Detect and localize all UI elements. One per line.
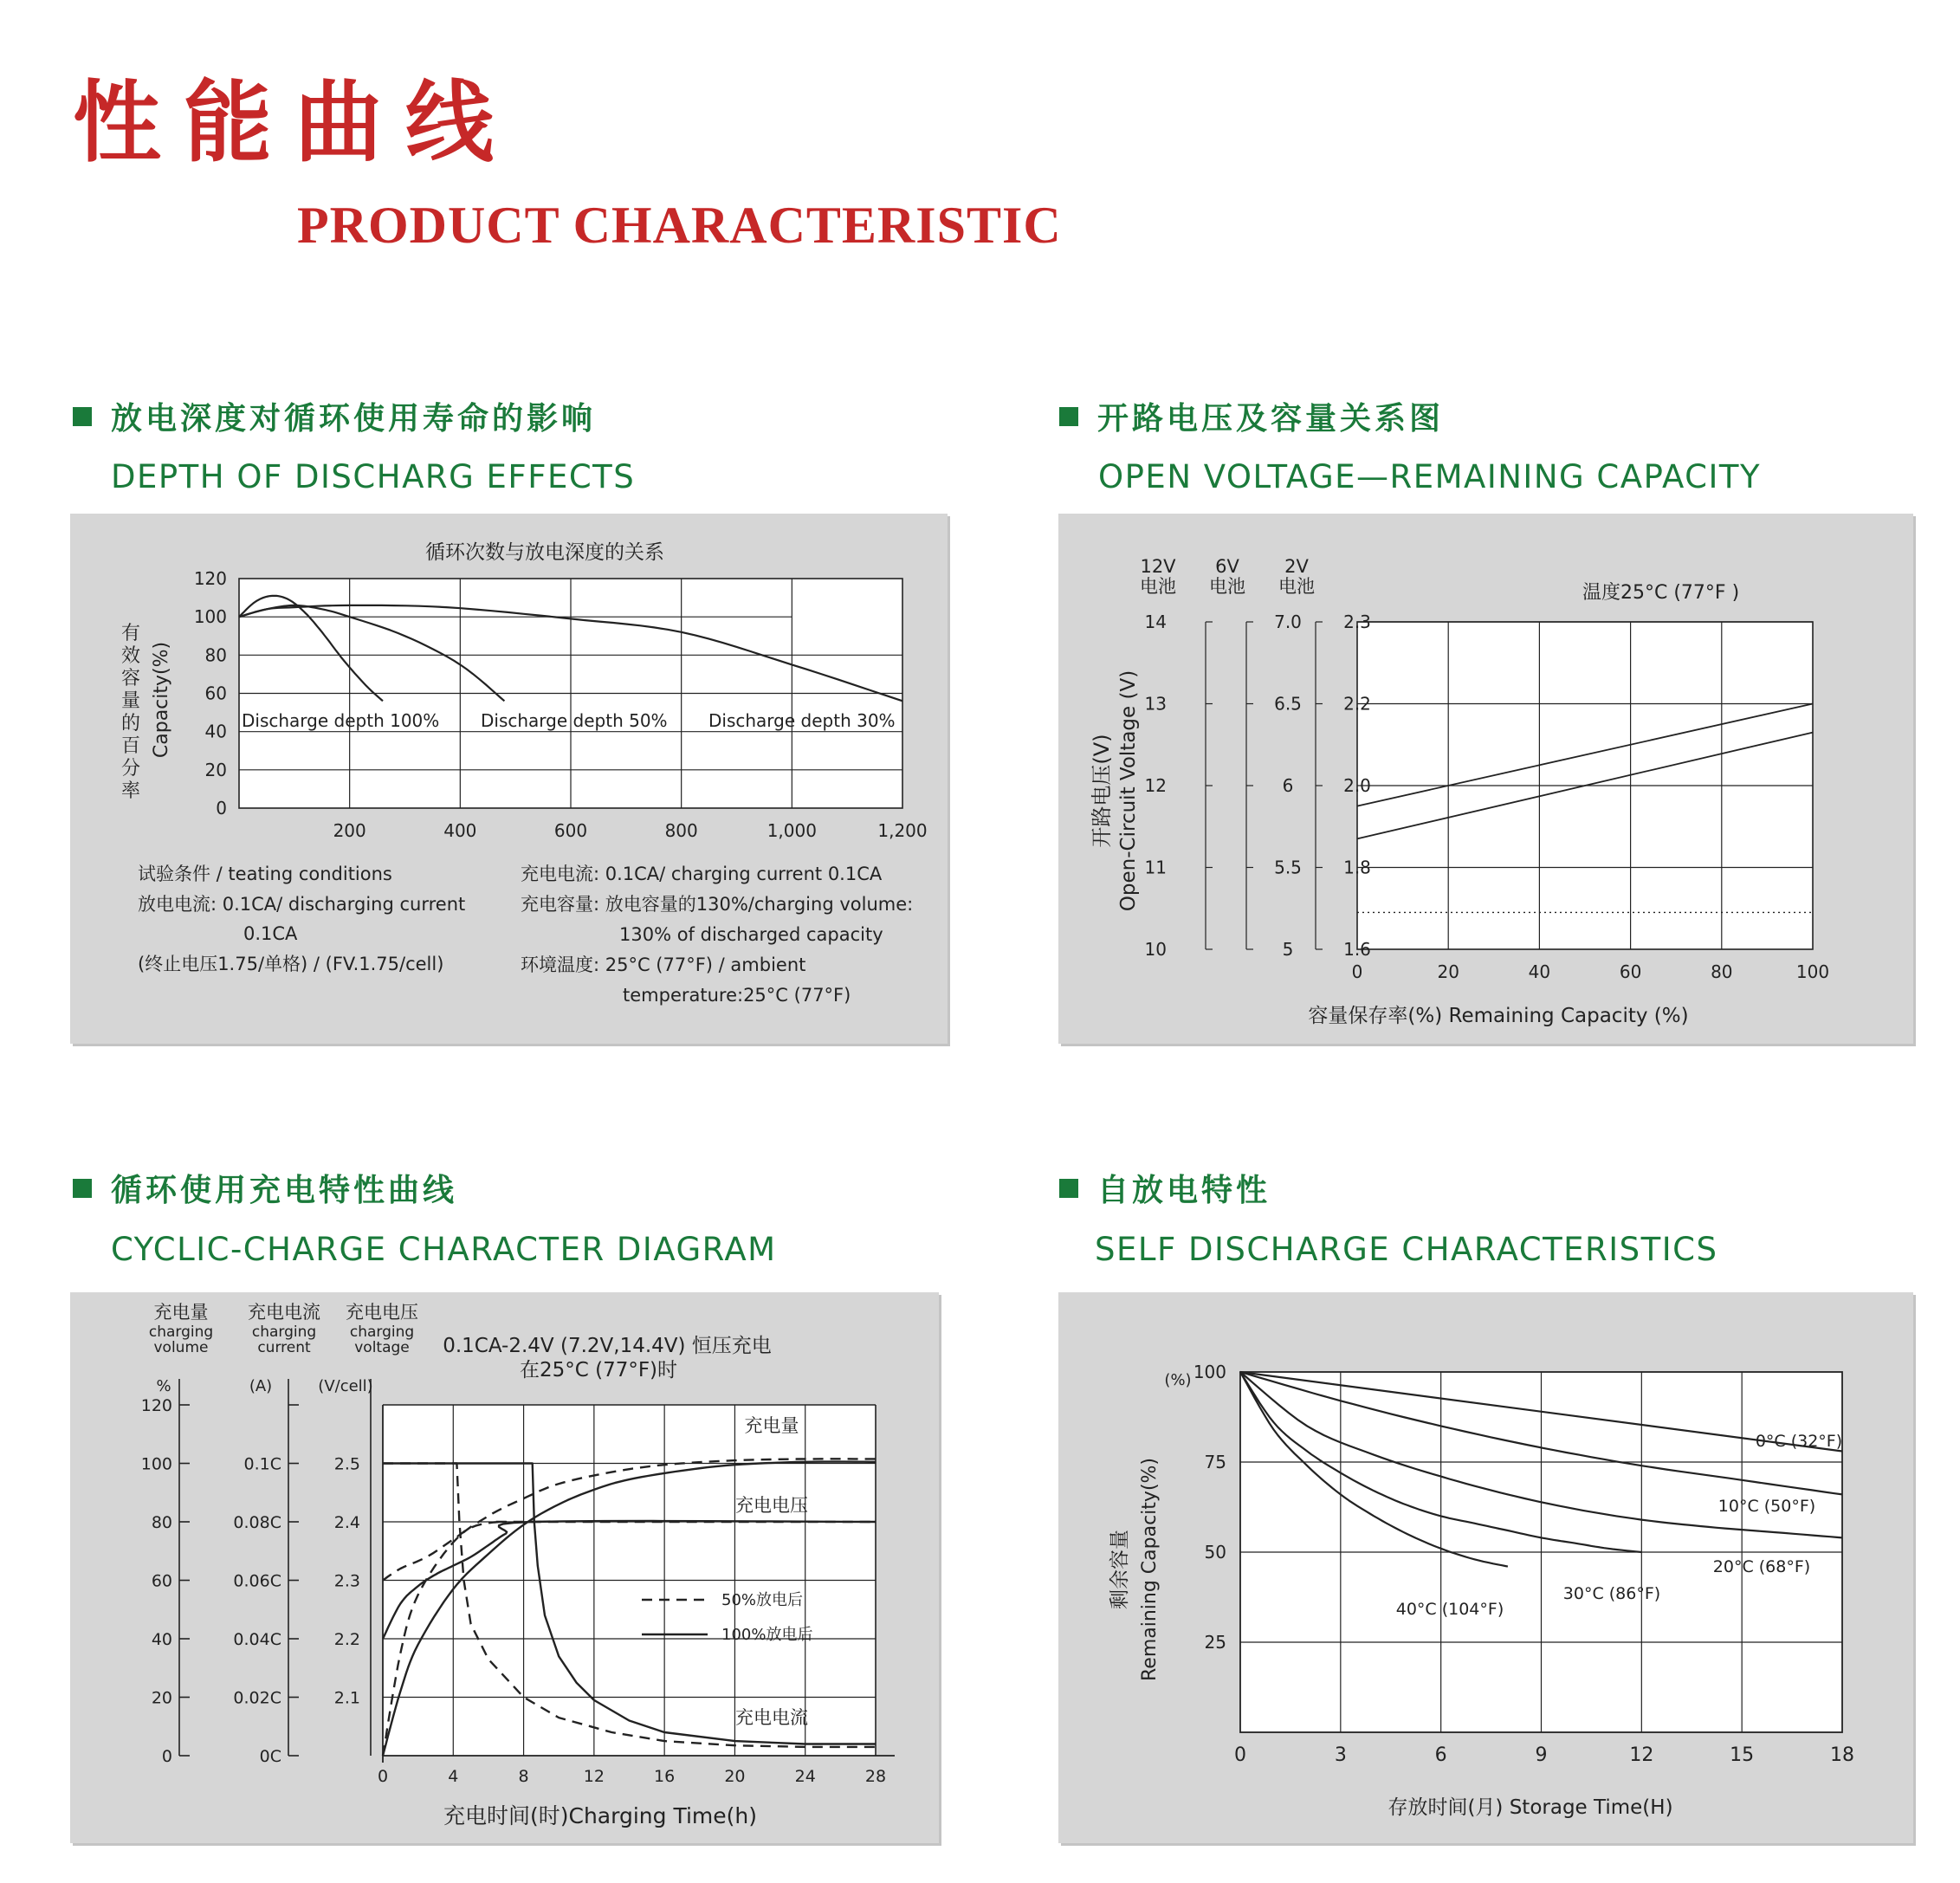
- y-tick-label: 6.5: [1274, 693, 1302, 715]
- x-tick-label: 600: [553, 820, 588, 841]
- section-ocv-title-en: OPEN VOLTAGE—REMAINING CAPACITY: [1098, 458, 1762, 495]
- ocv-chart: [1058, 514, 1913, 1044]
- note-conditions: 试验条件 / teating conditions: [138, 864, 392, 884]
- section-dod-title-en: DEPTH OF DISCHARG EFFECTS: [111, 458, 636, 495]
- x-axis-label: 充电时间(时)Charging Time(h): [443, 1803, 757, 1828]
- section-cyc-title-cn: 循环使用充电特性曲线: [73, 1175, 457, 1207]
- page-title-en: PRODUCT CHARACTERISTIC: [297, 197, 1062, 254]
- note-temperature-2: temperature:25°C (77°F): [623, 985, 851, 1006]
- axis-header-2: 电池: [1278, 576, 1315, 597]
- axis-header-cn: 充电量: [153, 1302, 209, 1323]
- section-bullet-icon: [1059, 1179, 1078, 1198]
- axis-header-en: charging: [148, 1323, 214, 1341]
- y-tick-label: 12: [1144, 775, 1167, 796]
- axis-header-2: 电池: [1209, 576, 1245, 597]
- y-axis-label-en: Open-Circuit Voltage (V): [1117, 670, 1140, 912]
- y-tick-label: 2.3: [333, 1571, 360, 1591]
- section-ocv-title-cn: 开路电压及容量关系图: [1059, 404, 1444, 435]
- axis-header-en-2: volume: [153, 1339, 209, 1356]
- section-cyc-title-en: CYCLIC-CHARGE CHARACTER DIAGRAM: [111, 1231, 777, 1268]
- x-axis-label: 存放时间(月) Storage Time(H): [1388, 1796, 1673, 1819]
- section-bullet-icon: [73, 407, 92, 426]
- y-tick-label: 0.1C: [243, 1454, 281, 1474]
- chart-subtitle: 在25°C (77°F)时: [519, 1359, 678, 1382]
- note-charging-current: 充电电流: 0.1CA/ charging current 0.1CA: [521, 864, 883, 884]
- y-axis-label-cn: 开路电压(V): [1090, 734, 1114, 848]
- axis-header-en: charging: [349, 1323, 415, 1341]
- x-tick-label: 80: [1711, 961, 1733, 982]
- y-tick-label: 60: [151, 1571, 172, 1591]
- chart-title: 0.1CA-2.4V (7.2V,14.4V) 恒压充电: [443, 1335, 772, 1357]
- y-tick-label: 0: [161, 1747, 172, 1766]
- x-tick-label: 24: [794, 1767, 816, 1786]
- x-tick-label: 0: [1234, 1744, 1246, 1766]
- y-tick-label: 11: [1144, 857, 1167, 878]
- section-sd-title-cn: 自放电特性: [1059, 1175, 1271, 1207]
- x-tick-label: 40: [1528, 961, 1551, 982]
- section-bullet-icon: [1059, 407, 1078, 426]
- series-label: Discharge depth 50%: [481, 710, 668, 731]
- y-tick-label: 40: [204, 721, 227, 742]
- y-tick-label: 0: [216, 798, 227, 819]
- axis-header-2: 电池: [1140, 576, 1176, 597]
- series-label: 30°C (86°F): [1562, 1584, 1661, 1603]
- x-tick-label: 20: [1437, 961, 1459, 982]
- y-tick-label: 20: [151, 1688, 172, 1708]
- x-tick-label: 12: [583, 1767, 605, 1786]
- y-unit: (%): [1164, 1371, 1192, 1389]
- x-tick-label: 800: [664, 820, 698, 841]
- series-label: Discharge depth 100%: [242, 710, 440, 731]
- x-tick-label: 15: [1730, 1744, 1755, 1766]
- y-tick-label: 2.2: [333, 1630, 360, 1649]
- axis-header-en-2: current: [257, 1339, 311, 1356]
- y-axis-label-cn-char: 分: [120, 758, 141, 780]
- y-tick-label: 2.4: [333, 1513, 360, 1532]
- x-tick-label: 60: [1619, 961, 1642, 982]
- x-tick-label: 8: [518, 1767, 529, 1786]
- x-tick-label: 200: [333, 820, 366, 841]
- note-cutoff: (终止电压1.75/单格) / (FV.1.75/cell): [138, 954, 444, 974]
- dod-chart-panel: [70, 514, 948, 1044]
- y-axis-label-cn: [121, 623, 140, 802]
- curve-label-volume: 充电量: [744, 1415, 799, 1436]
- y-axis-label-cn-char: 率: [120, 780, 141, 802]
- sd-chart: [1058, 1292, 1913, 1843]
- y-tick-label: 100: [140, 1454, 172, 1474]
- y-tick-label: 6: [1282, 775, 1294, 796]
- note-discharging-current-2: 0.1CA: [243, 923, 298, 944]
- y-tick-label: 20: [204, 759, 227, 780]
- x-tick-label: 28: [864, 1767, 887, 1786]
- y-tick-label: 14: [1144, 611, 1167, 632]
- y-tick-label: 2.3: [1343, 611, 1371, 632]
- y-tick-label: 7.0: [1274, 611, 1302, 632]
- series-label: 0°C (32°F): [1755, 1432, 1843, 1451]
- note-discharging-current: 放电电流: 0.1CA/ discharging current: [138, 894, 466, 915]
- page-title-cn: 性能曲线: [73, 72, 516, 175]
- axis-unit: %: [156, 1377, 171, 1395]
- curve-label-voltage: 充电电压: [735, 1495, 808, 1516]
- x-tick-label: 12: [1629, 1744, 1654, 1766]
- axis-header-cn: 充电电流: [248, 1302, 320, 1323]
- y-tick-label: 50: [1204, 1542, 1226, 1563]
- y-tick-label: 2.0: [1343, 775, 1371, 796]
- x-tick-label: 0: [377, 1767, 389, 1786]
- axis-header-cn: 充电电压: [346, 1302, 418, 1323]
- series-label: Discharge depth 30%: [708, 710, 896, 731]
- axis-header: 12V: [1140, 556, 1176, 577]
- y-tick-label: 0.08C: [233, 1513, 281, 1532]
- x-tick-label: 6: [1434, 1744, 1447, 1766]
- y-tick-label: 100: [193, 606, 227, 628]
- note-charging-volume-2: 130% of discharged capacity: [619, 924, 883, 945]
- x-axis-label: 容量保存率(%) Remaining Capacity (%): [1308, 1005, 1689, 1027]
- note-charging-volume: 充电容量: 放电容量的130%/charging volume:: [521, 894, 914, 915]
- y-tick-label: 0.04C: [233, 1630, 281, 1649]
- section-bullet-icon: [73, 1179, 92, 1198]
- y-tick-label: 10: [1144, 939, 1167, 960]
- chart-title: 循环次数与放电深度的关系: [425, 541, 664, 564]
- y-tick-label: 13: [1144, 693, 1167, 715]
- y-tick-label: 5: [1282, 939, 1294, 960]
- series-label: 20°C (68°F): [1712, 1557, 1811, 1576]
- x-tick-label: 16: [654, 1767, 676, 1786]
- x-tick-label: 1,000: [767, 820, 817, 841]
- y-tick-label: 0.06C: [233, 1571, 281, 1591]
- dod-chart: [70, 514, 948, 1044]
- axis-header: 6V: [1215, 556, 1239, 577]
- y-axis-label-cn-char: 容: [120, 668, 141, 689]
- y-tick-label: 2.2: [1343, 693, 1371, 715]
- curve-label-current: 充电电流: [735, 1707, 808, 1728]
- y-tick-label: 5.5: [1274, 857, 1302, 878]
- cyc-chart-panel: [70, 1292, 939, 1843]
- y-axis-label-en: Remaining Capacity(%): [1139, 1457, 1161, 1682]
- y-tick-label: 40: [151, 1630, 172, 1649]
- series-label: 40°C (104°F): [1395, 1600, 1504, 1619]
- y-tick-label: 120: [193, 568, 227, 589]
- y-axis-label-cn-char: 有: [120, 623, 141, 644]
- y-tick-label: 120: [140, 1396, 172, 1415]
- y-tick-label: 0C: [259, 1747, 281, 1766]
- x-tick-label: 18: [1830, 1744, 1854, 1766]
- y-tick-label: 100: [1193, 1362, 1226, 1382]
- y-tick-label: 2.1: [333, 1688, 360, 1708]
- y-tick-label: 1.6: [1343, 939, 1371, 960]
- y-tick-label: 60: [204, 683, 227, 704]
- legend-label: 100%放电后: [721, 1626, 813, 1644]
- y-axis-label-cn-char: 量: [120, 690, 141, 712]
- x-tick-label: 4: [448, 1767, 459, 1786]
- y-axis-label-cn-char: 效: [120, 645, 141, 667]
- y-axis-label-en: Capacity(%): [151, 641, 172, 759]
- y-tick-label: 80: [151, 1513, 172, 1532]
- x-tick-label: 9: [1535, 1744, 1548, 1766]
- y-tick-label: 75: [1204, 1452, 1226, 1472]
- axis-header: 2V: [1284, 556, 1309, 577]
- y-tick-label: 80: [204, 644, 227, 666]
- axis-header-en-2: voltage: [354, 1339, 410, 1356]
- section-dod-title-cn: 放电深度对循环使用寿命的影响: [73, 404, 596, 435]
- x-tick-label: 400: [443, 820, 477, 841]
- y-axis-label-cn: 剩余容量: [1109, 1530, 1131, 1609]
- ocv-chart-panel: [1058, 514, 1913, 1044]
- y-tick-label: 25: [1204, 1632, 1226, 1653]
- axis-header-en: charging: [251, 1323, 317, 1341]
- y-tick-label: 2.5: [333, 1454, 360, 1474]
- series-label: 10°C (50°F): [1717, 1497, 1816, 1516]
- sd-chart-panel: [1058, 1292, 1913, 1843]
- note-temperature: 环境温度: 25°C (77°F) / ambient: [521, 954, 806, 975]
- y-tick-label: 1.8: [1343, 857, 1371, 878]
- y-axis-label-cn-char: 的: [120, 713, 141, 734]
- y-axis-label-cn-char: 百: [120, 735, 141, 757]
- temperature-note: 温度25°C (77°F ): [1582, 582, 1740, 604]
- cyc-chart: [70, 1292, 939, 1843]
- x-tick-label: 3: [1334, 1744, 1347, 1766]
- x-tick-label: 0: [1351, 961, 1363, 982]
- axis-unit: (A): [249, 1377, 273, 1395]
- y-tick-label: 0.02C: [233, 1688, 281, 1708]
- legend-label: 50%放电后: [721, 1591, 804, 1609]
- x-tick-label: 20: [724, 1767, 746, 1786]
- x-tick-label: 100: [1795, 961, 1830, 982]
- x-tick-label: 1,200: [877, 820, 928, 841]
- axis-unit: (V/cell): [318, 1377, 373, 1395]
- section-sd-title-en: SELF DISCHARGE CHARACTERISTICS: [1095, 1231, 1718, 1268]
